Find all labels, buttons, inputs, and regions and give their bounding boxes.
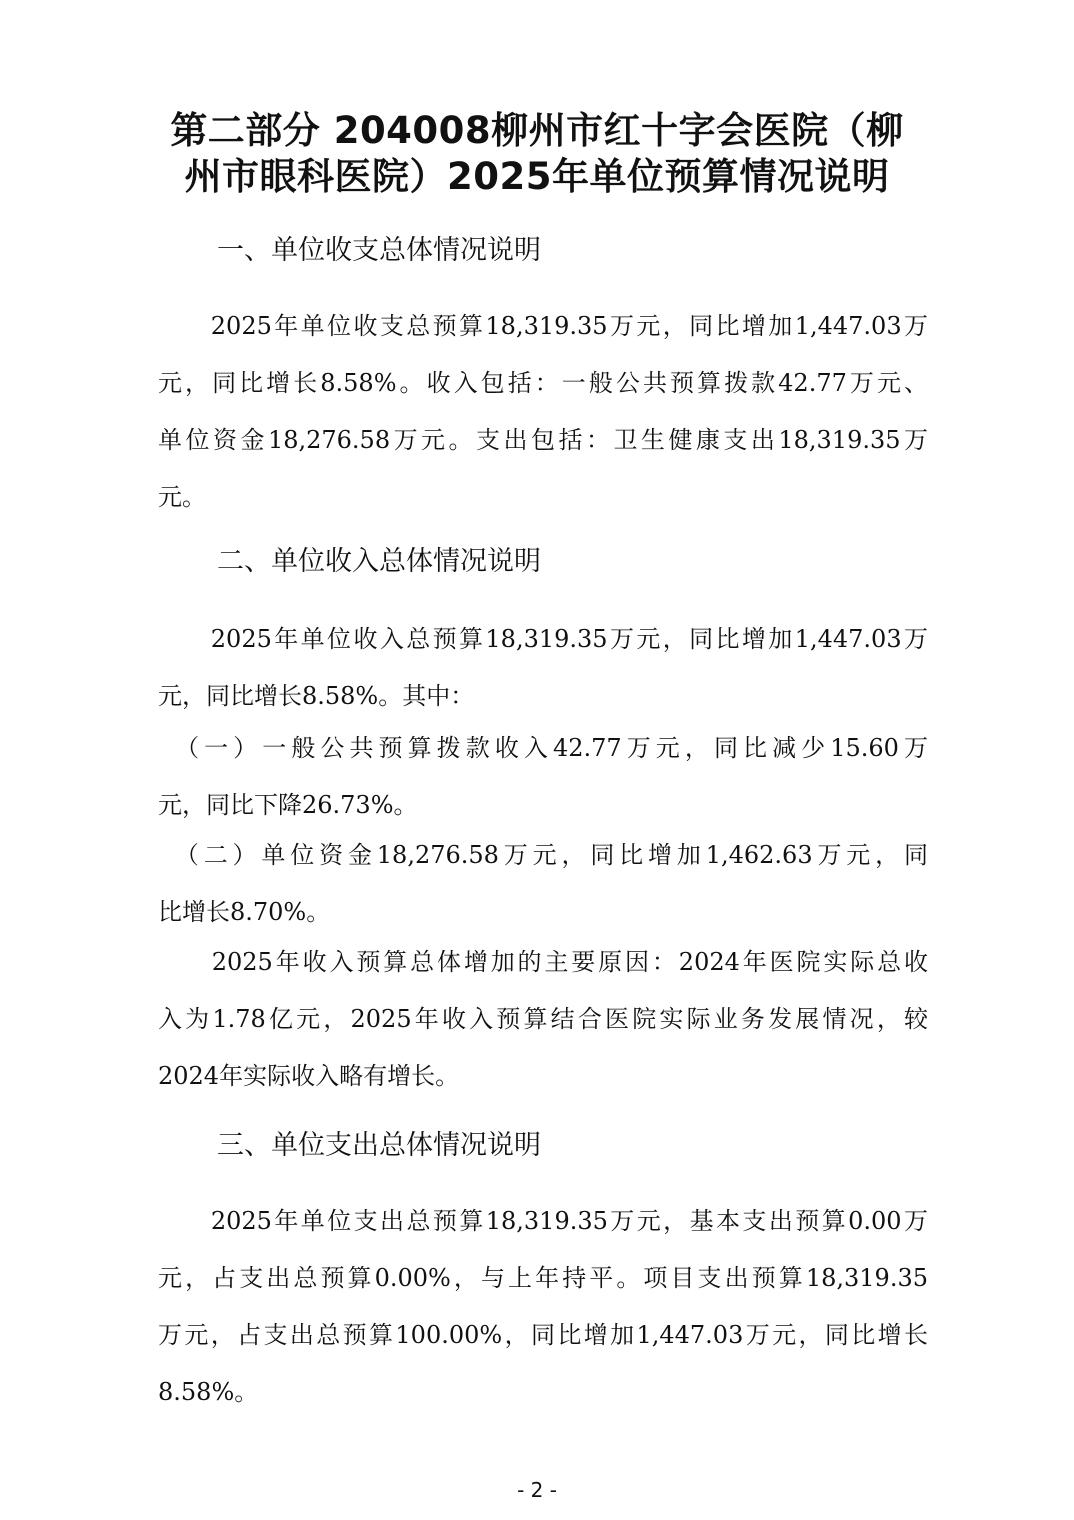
section-1-paragraph-1	[158, 298, 928, 526]
text-line: 单位资金18,276.58万元。支出包括：卫生健康支出18,319.35万	[158, 426, 928, 454]
text-line: （一）一般公共预算拨款收入42.77万元，同比减少15.60万	[158, 734, 928, 762]
section-3-paragraph-1	[158, 1193, 928, 1421]
text-line: 比增长8.70%。	[158, 898, 331, 926]
text-line: 2025年单位收入总预算18,319.35万元，同比增加1,447.03万	[158, 625, 928, 653]
page-title-line-1: 第二部分 204008柳州市红十字会医院（柳	[170, 109, 904, 152]
text-line: 万元，占支出总预算100.00%，同比增加1,447.03万元，同比增长	[158, 1321, 928, 1349]
text-line: 8.58%。	[158, 1378, 259, 1406]
text-line: 2024年实际收入略有增长。	[158, 1062, 460, 1090]
page-number: - 2 -	[517, 1478, 557, 1502]
section-2-paragraph-3	[158, 827, 928, 941]
text-line: 2025年收入预算总体增加的主要原因：2024年医院实际总收	[158, 948, 928, 976]
section-heading-3: 三、单位支出总体情况说明	[217, 1130, 541, 1161]
text-line: 元，同比增长8.58%。收入包括：一般公共预算拨款42.77万元、	[158, 369, 928, 397]
text-line: 元，占支出总预算0.00%，与上年持平。项目支出预算18,319.35	[158, 1264, 928, 1292]
text-line: 2025年单位收支总预算18,319.35万元，同比增加1,447.03万	[158, 312, 928, 340]
section-2-paragraph-4	[158, 934, 928, 1105]
section-2-paragraph-2	[158, 720, 928, 834]
text-line: 2025年单位支出总预算18,319.35万元，基本支出预算0.00万	[158, 1207, 928, 1235]
text-line: （二）单位资金18,276.58万元，同比增加1,462.63万元，同	[158, 841, 928, 869]
section-2-paragraph-1	[158, 611, 928, 725]
section-heading-1: 一、单位收支总体情况说明	[217, 235, 541, 266]
section-heading-2: 二、单位收入总体情况说明	[217, 546, 541, 577]
page-title	[100, 108, 974, 200]
text-line: 元，同比下降26.73%。	[158, 791, 418, 819]
page-title-line-2: 州市眼科医院）2025年单位预算情况说明	[184, 155, 890, 198]
text-line: 元。	[158, 483, 206, 511]
text-line: 入为1.78亿元，2025年收入预算结合医院实际业务发展情况，较	[158, 1005, 928, 1033]
text-line: 元，同比增长8.58%。其中：	[158, 682, 475, 710]
